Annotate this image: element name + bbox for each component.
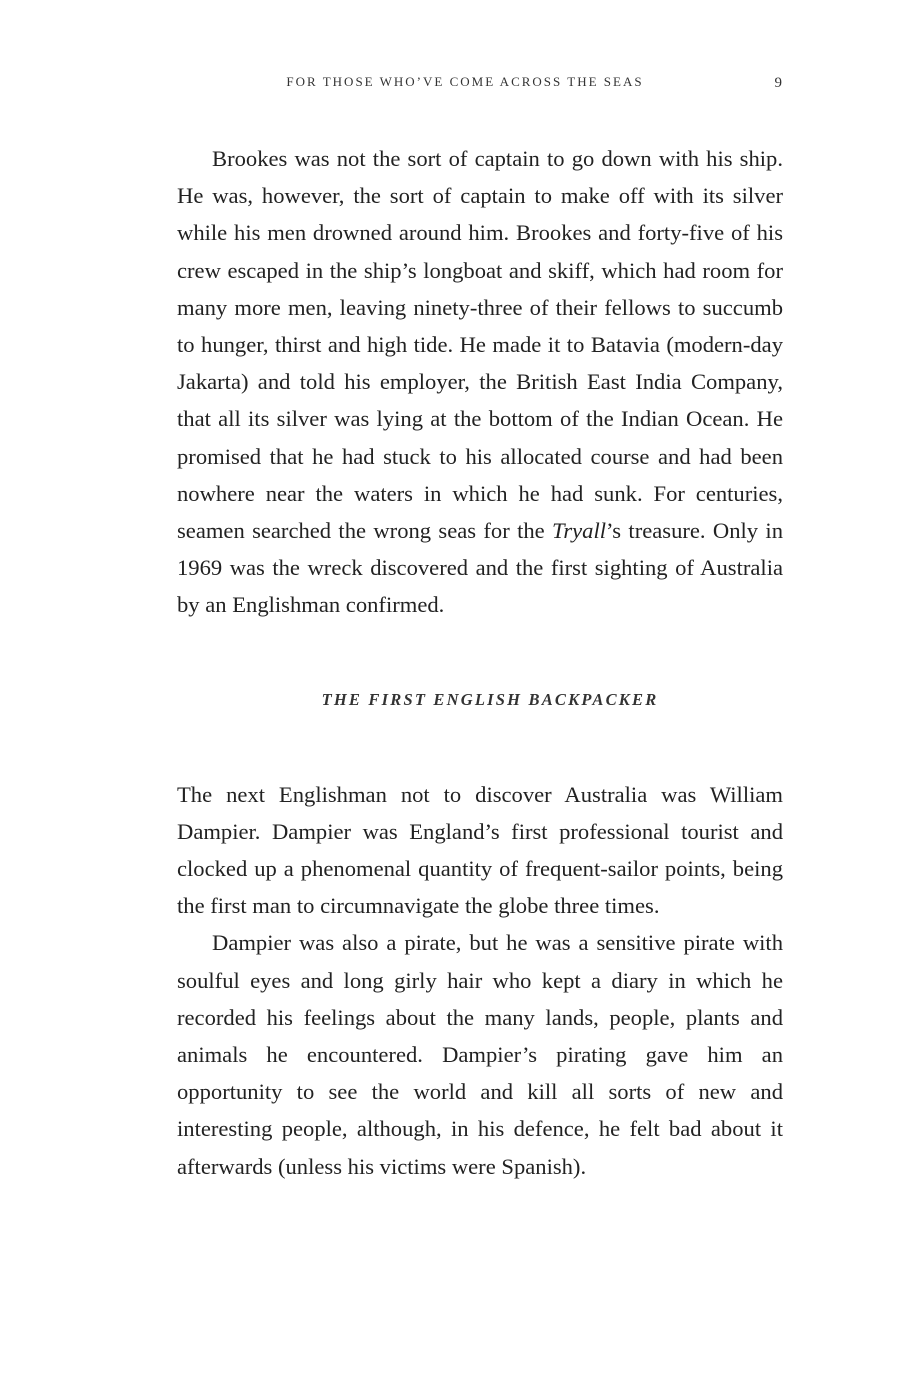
paragraph-dampier-intro: The next Englishman not to discover Australia was William Dampier. Dampier was England’s first professional tourist and clocked up a phenomenal quantity of frequent-sailor points, being the first man to circumnavigate the globe three times. — [177, 781, 783, 919]
paragraph-dampier-pirate: Dampier was also a pirate, but he was a sensitive pirate with soulful eyes and long girly hair who kept a diary in which he recorded his feelings about the many lands, people, plants and animals he encountered. Dampier’s pirating gave him an opportunity to see the world and kill all sorts of new and interesting people, although, in his defence, he felt bad about it afterwards (unless his victims were Spanish). — [177, 930, 783, 1179]
ship-name-tryall: Tryall — [552, 518, 607, 544]
paragraph-brookes-text-a: Brookes was not the sort of captain to go down with his ship. He was, however, the sort of captain to make off with its silver while his men drowned around him. Brookes and forty-five of his crew escaped in the ship’s longboat and skiff, which had room for many more men, leaving ninety-three of their fellows to succumb to hunger, thirst and high tide. He made it to Batavia (modern-day Jakarta) and told his employer, the British East India Company, that all its silver was lying at the bottom of the Indian Ocean. He promised that he had stuck to his allocated course and had been nowhere near the waters in which he had sunk. For centuries, seamen searched the wrong seas for the — [177, 146, 783, 544]
running-head — [0, 74, 900, 98]
body-text — [177, 140, 783, 1185]
section-heading: THE FIRST ENGLISH BACKPACKER — [321, 689, 659, 709]
paragraph-brookes — [177, 140, 783, 624]
running-title: FOR THOSE WHO’VE COME ACROSS THE SEAS — [286, 74, 644, 89]
paragraph-brookes-text-b: ’s treasure. Only in 1969 was the wreck discovered and the first sighting of Australia by an Englishman confirmed. — [177, 518, 783, 618]
page-number: 9 — [774, 75, 782, 91]
